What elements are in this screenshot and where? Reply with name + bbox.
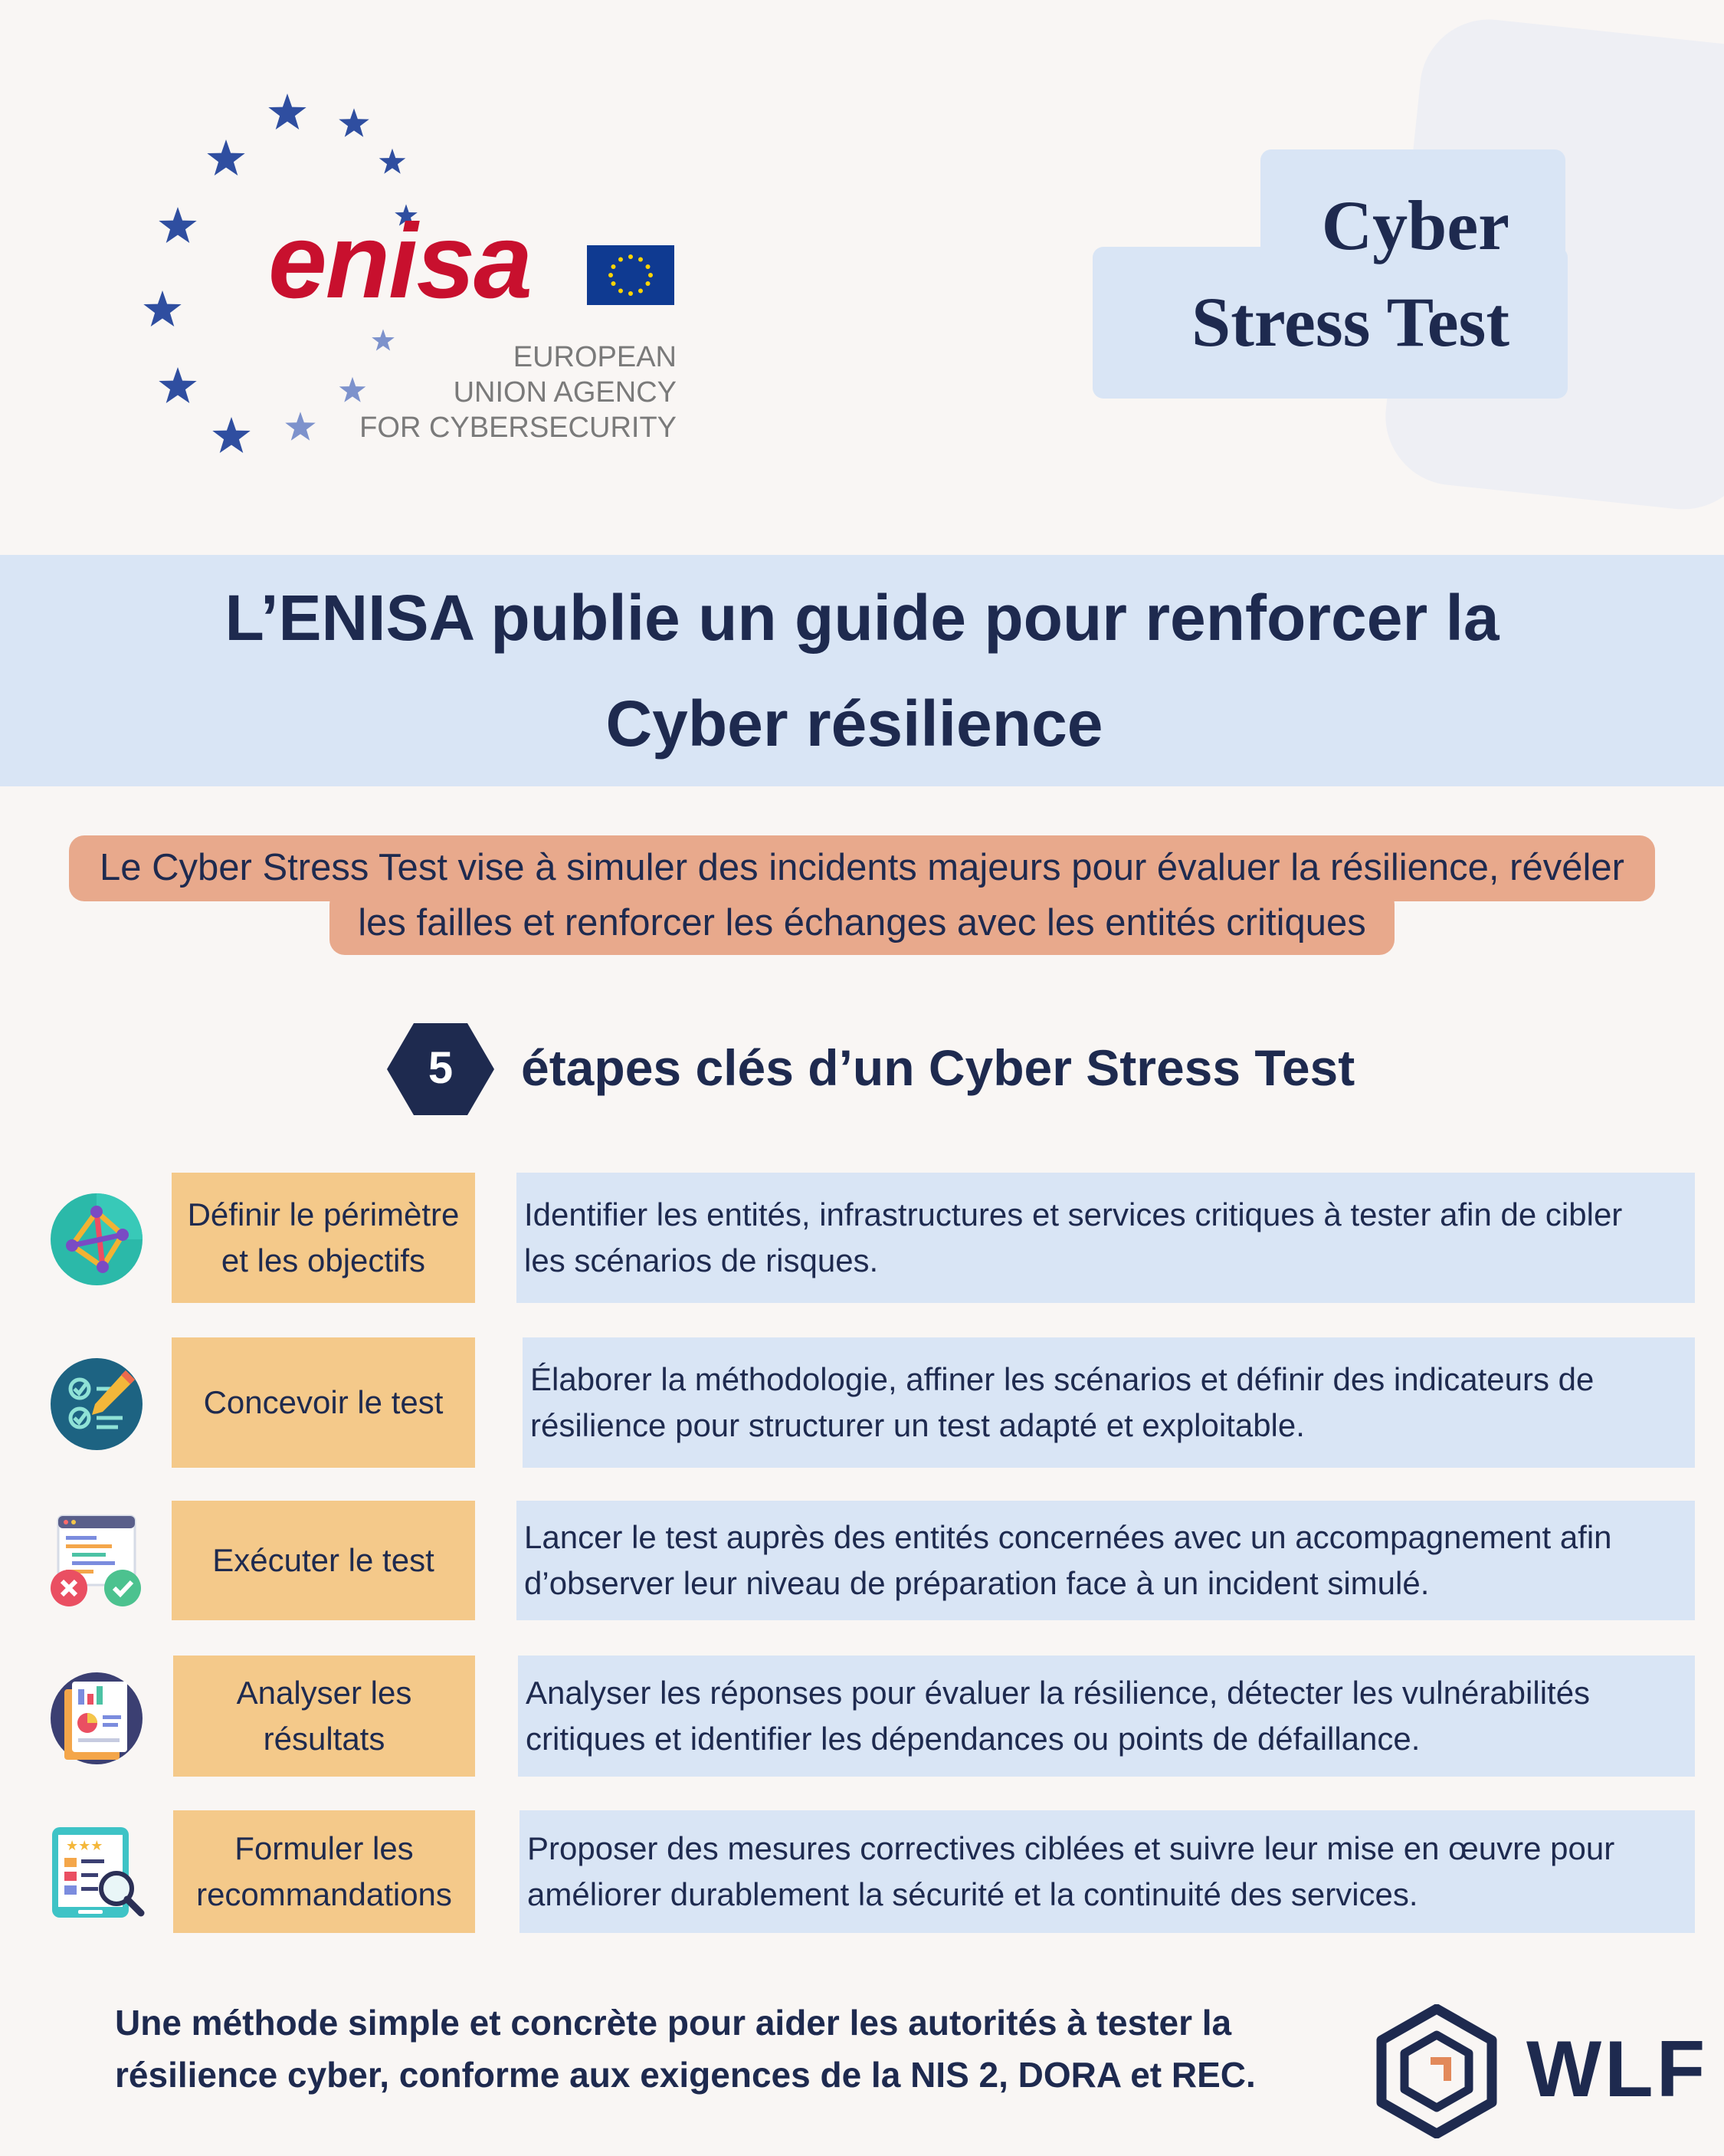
title-line-1: Cyber: [1321, 186, 1509, 264]
step-label-line: Analyser les: [236, 1675, 412, 1711]
heading-line-1: L’ENISA publie un guide pour renforcer la: [225, 582, 1499, 654]
agency-line-2: UNION AGENCY: [453, 376, 677, 409]
steps-heading-title: étapes clés d’un Cyber Stress Test: [521, 1039, 1355, 1096]
highlight-line-1: Le Cyber Stress Test vise à simuler des incidents majeurs pour évaluer la résilience, révéler: [100, 847, 1624, 888]
step-label: [173, 1810, 475, 1933]
step-label: [172, 1501, 475, 1620]
step-description: [518, 1656, 1695, 1777]
step-description: [516, 1173, 1695, 1303]
step-label: [172, 1173, 475, 1303]
footer-line-1: Une méthode simple et concrète pour aider les autorités à tester la: [115, 2003, 1232, 2043]
step-description-line: critiques et identifier les dépendances ou points de défaillance.: [526, 1721, 1421, 1757]
wlf-wordmark: WLF: [1526, 2025, 1709, 2114]
step-description-line: améliorer durablement la sécurité et la continuité des services.: [527, 1876, 1418, 1912]
wlf-hexagon-logo-icon: [1375, 2004, 1498, 2138]
footer-text: [115, 1997, 1264, 2101]
step-label: [173, 1656, 475, 1777]
step-description: [519, 1810, 1695, 1933]
step-label-line: résultats: [263, 1721, 385, 1757]
step-description-line: résilience pour structurer un test adapté et exploitable.: [530, 1407, 1305, 1443]
step-description: [516, 1501, 1695, 1620]
tablet-search-icon: [48, 1824, 147, 1924]
step-description-line: Analyser les réponses pour évaluer la résilience, détecter les vulnérabilités: [526, 1675, 1591, 1711]
highlight-line-2: les failles et renforcer les échanges avec les entités critiques: [358, 902, 1366, 943]
eu-flag-icon: [587, 245, 674, 305]
step-description-line: Identifier les entités, infrastructures et services critiques à tester afin de cibler: [524, 1196, 1623, 1232]
agency-line-1: EUROPEAN: [513, 341, 677, 373]
report-chart-icon: [49, 1671, 144, 1766]
step-label: [172, 1337, 475, 1468]
step-label-line: Formuler les: [234, 1830, 414, 1866]
title-line-2: Stress Test: [1191, 283, 1509, 361]
step-label-line: Définir le périmètre: [187, 1196, 460, 1232]
step-description-line: Élaborer la méthodologie, affiner les scénarios et définir des indicateurs de: [530, 1361, 1595, 1397]
target-network-icon: [49, 1192, 144, 1287]
code-window-check-icon: [46, 1510, 146, 1611]
enisa-wordmark: enisa: [268, 202, 531, 320]
checklist-pencil-icon: [49, 1357, 144, 1452]
agency-line-3: FOR CYBERSECURITY: [359, 412, 677, 444]
svg-text:★★★: ★★★: [66, 1838, 103, 1854]
step-label-line: Exécuter le test: [212, 1542, 434, 1578]
step-label-line: recommandations: [196, 1876, 452, 1912]
step-label-line: Concevoir le test: [203, 1384, 444, 1420]
step-description-line: les scénarios de risques.: [524, 1242, 879, 1278]
step-label-line: et les objectifs: [221, 1242, 426, 1278]
step-description-line: Lancer le test auprès des entités concernées avec un accompagnement afin: [524, 1519, 1612, 1555]
step-count-number: 5: [428, 1043, 454, 1093]
step-description-line: Proposer des mesures correctives ciblées et suivre leur mise en œuvre pour: [527, 1830, 1615, 1866]
heading-line-2: Cyber résilience: [605, 687, 1103, 760]
step-description-line: d’observer leur niveau de préparation face à un incident simulé.: [524, 1565, 1430, 1601]
step-description: [523, 1337, 1695, 1468]
footer-line-2: résilience cyber, conforme aux exigences de la NIS 2, DORA et REC.: [115, 2055, 1256, 2095]
